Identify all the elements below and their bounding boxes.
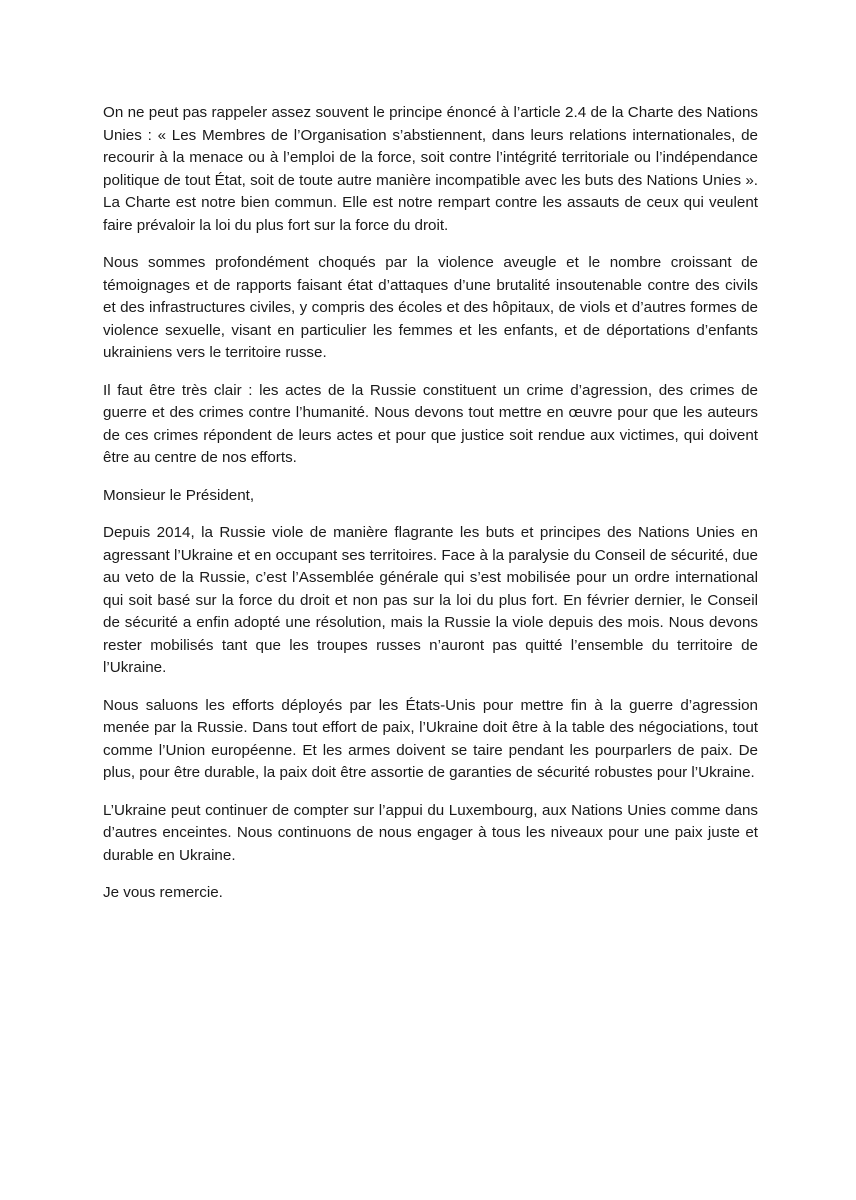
paragraph-since-2014: Depuis 2014, la Russie viole de manière flagrante les buts et principes des Nations Unies en agressant l’Ukraine et en occupant ses territoires. Face à la paralysie du Conseil de sécurité, due au veto de la Russie, c’est l’Assemblée générale qui s’est mobilisée pour un ordre international qui soit basé sur la force du droit et non pas sur la loi du plus fort. En février dernier, le Conseil de sécurité a enfin adopté une résolution, mais la Russie la viole depuis des mois. Nous devons rester mobilisés tant que les troupes russes n’auront pas quitté l’ensemble du territoire de l’Ukraine. [103, 524, 758, 676]
paragraph-salutation: Monsieur le Président, [103, 486, 255, 504]
paragraph-luxembourg-support: L’Ukraine peut continuer de compter sur l’appui du Luxembourg, aux Nations Unies comme dans d’autres enceintes. Nous continuons de nous engager à tous les niveaux pour une paix juste et durable en Ukraine. [103, 801, 758, 864]
paragraph-violence-civilians: Nous sommes profondément choqués par la violence aveugle et le nombre croissant de témoignages et de rapports faisant état d’attaques d’une brutalité insoutenable contre des civils et des infrastructures civiles, y compris des écoles et des hôpitaux, de viols et d’autres formes de violence sexuelle, visant en particulier les femmes et les enfants, et de déportations d’enfants ukrainiens vers le territoire russe. [103, 254, 758, 361]
paragraph-crimes: Il faut être très clair : les actes de la Russie constituent un crime d’agression, des crimes de guerre et des crimes contre l’humanité. Nous devons tout mettre en œuvre pour que les auteurs de ces crimes répondent de leurs actes et pour que justice soit rendue aux victimes, qui doivent être au centre de nos efforts. [103, 381, 758, 466]
paragraph-charter-principle: On ne peut pas rappeler assez souvent le principe énoncé à l’article 2.4 de la Charte des Nations Unies : « Les Membres de l’Organisation s’abstiennent, dans leurs relations internationales, de recourir à la menace ou à l’emploi de la force, soit contre l’intégrité territoriale ou l’indépendance politique de tout État, soit de toute autre manière incompatible avec les buts des Nations Unies ». La Charte est notre bien commun. Elle est notre rempart contre les assauts de ceux qui veulent faire prévaloir la loi du plus fort sur la force du droit. [103, 104, 758, 234]
paragraph-closing: Je vous remercie. [103, 884, 223, 901]
paragraph-peace-efforts: Nous saluons les efforts déployés par les États-Unis pour mettre fin à la guerre d’agression menée par la Russie. Dans tout effort de paix, l’Ukraine doit être à la table des négociations, tout comme l’Union européenne. Et les armes doivent se taire pendant les pourparlers de paix. De plus, pour être durable, la paix doit être assortie de garanties de sécurité robustes pour l’Ukraine. [103, 696, 758, 781]
document-page [103, 102, 758, 920]
